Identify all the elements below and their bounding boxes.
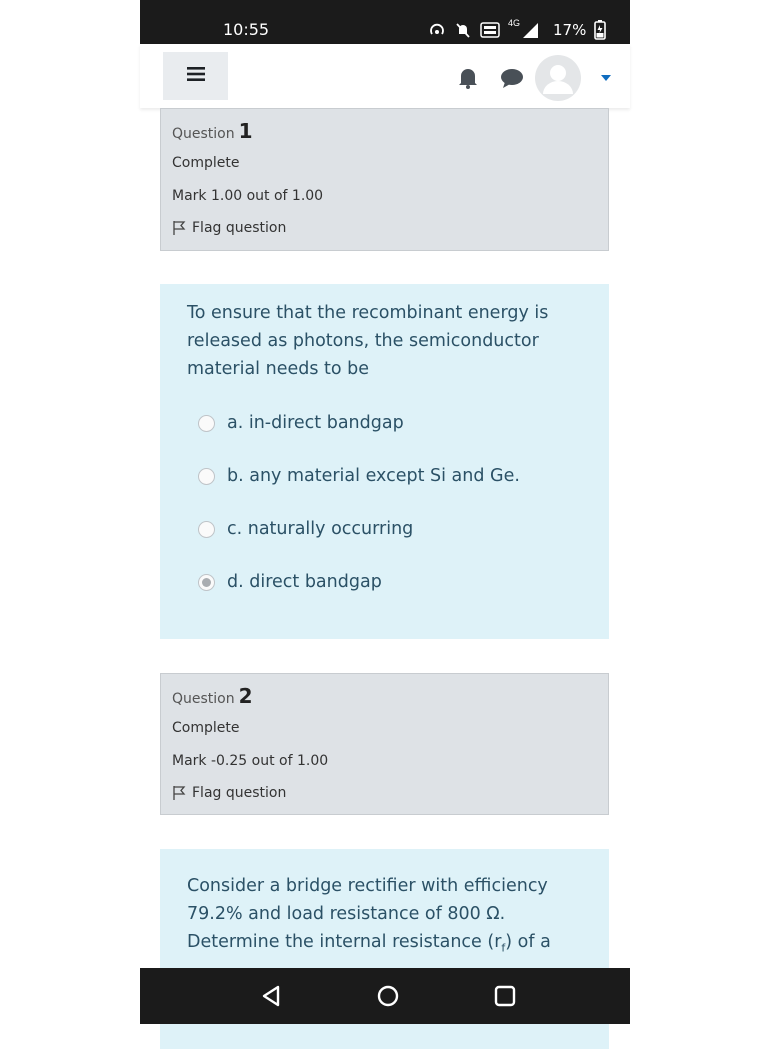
caret-down-icon[interactable] <box>600 74 612 82</box>
nav-right-group <box>458 54 612 102</box>
question-title <box>172 684 253 708</box>
menu-button[interactable] <box>163 52 228 100</box>
flag-question-label: Flag question <box>192 220 287 236</box>
hotspot-icon <box>428 21 446 39</box>
question-mark: Mark 1.00 out of 1.00 <box>172 188 324 204</box>
radio-button[interactable] <box>198 468 215 485</box>
signal-icon <box>508 18 539 39</box>
question-mark: Mark -0.25 out of 1.00 <box>172 753 329 769</box>
answer-label: b. any material except Si and Ge. <box>227 466 520 486</box>
answer-option-b[interactable] <box>198 466 520 486</box>
question-number: 2 <box>238 684 253 708</box>
question-state: Complete <box>172 720 240 736</box>
recents-icon[interactable] <box>494 985 516 1007</box>
question-title <box>172 119 253 143</box>
battery-charging-icon <box>594 20 606 40</box>
question-body <box>160 284 609 639</box>
phone-screen <box>140 0 630 1024</box>
question-number: 1 <box>238 119 253 143</box>
status-icons <box>428 19 606 41</box>
answer-option-a[interactable] <box>198 413 404 433</box>
quiz-content <box>140 108 630 968</box>
status-time: 10:55 <box>223 20 270 39</box>
android-navigation-bar <box>140 968 630 1024</box>
radio-button-selected[interactable] <box>198 574 215 591</box>
answer-label: c. naturally occurring <box>227 519 414 539</box>
question-info-box <box>160 673 609 815</box>
question-info-box <box>160 108 609 251</box>
answer-label: a. in-direct bandgap <box>227 413 404 433</box>
question-label: Question <box>172 126 235 142</box>
flag-question-link[interactable] <box>172 220 286 236</box>
radio-button[interactable] <box>198 521 215 538</box>
flag-icon <box>172 220 186 236</box>
battery-percent: 17% <box>553 21 587 39</box>
network-type: 4G <box>508 18 521 28</box>
radio-button[interactable] <box>198 415 215 432</box>
question-text: To ensure that the recombinant energy is released as photons, the semiconductor material needs to be <box>187 303 549 379</box>
status-bar <box>140 0 630 44</box>
question-text-subscript: f <box>501 941 506 955</box>
answer-label: d. direct bandgap <box>227 572 382 592</box>
flag-question-link[interactable] <box>172 785 286 801</box>
volte-icon <box>480 21 500 39</box>
hamburger-icon <box>186 66 206 87</box>
question-text-tail: ) of a <box>505 932 551 952</box>
top-navbar <box>140 44 630 108</box>
answer-option-c[interactable] <box>198 519 413 539</box>
home-icon[interactable] <box>377 985 399 1007</box>
bell-icon[interactable] <box>458 67 478 89</box>
mute-bell-icon <box>454 21 472 39</box>
question-label: Question <box>172 691 235 707</box>
back-icon[interactable] <box>261 985 281 1007</box>
flag-question-label: Flag question <box>192 785 287 801</box>
flag-icon <box>172 785 186 801</box>
chat-icon[interactable] <box>500 68 524 88</box>
answer-option-d[interactable] <box>198 572 382 592</box>
user-avatar[interactable] <box>534 54 582 102</box>
question-text-main: Consider a bridge rectifier with efficiency 79.2% and load resistance of 800 Ω. Determine the internal resistance (r <box>187 876 548 952</box>
question-state: Complete <box>172 155 240 171</box>
